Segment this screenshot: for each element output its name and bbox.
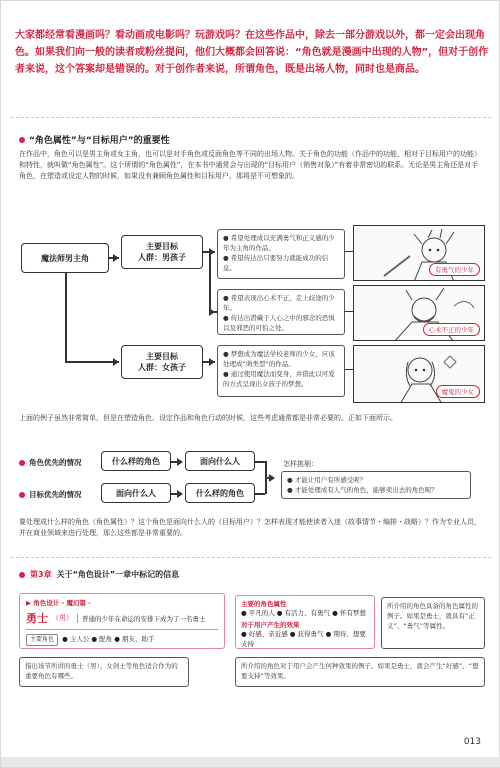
attribute-panel — [235, 595, 375, 649]
connector — [209, 251, 211, 311]
question-2: ● 才能处理成有人气的角色，能够卖出去的角色呢？ — [287, 486, 438, 494]
note-girls: ● 梦想成为魔法学校老师的少女，应该处理成“萌类型”的作品。 ● 通过使用魔法而变身，并借此以可爱的方式呈现出女孩子的梦想。 — [217, 345, 345, 397]
arrow-right-icon — [177, 490, 183, 498]
attr-row: ● 平凡的人 ● 有活力、有勇气 ● 怀有梦想 — [241, 609, 366, 617]
connector — [345, 251, 353, 252]
arrow-right-icon — [209, 308, 215, 316]
question-title: 怎样挑剔： — [283, 460, 318, 468]
bullet-icon — [19, 572, 25, 578]
card-name: 勇士 — [26, 612, 48, 625]
source-character-box: 魔法师男主角 — [21, 243, 109, 273]
tag-item: ● 朋友、助手 — [114, 635, 155, 643]
note-boys-villain: ● 希望表现出心术不正、走上歧途的少年。 ● 传达出潜藏于人心之中的邪念的恐惧以及邪恶的可怕之处。 — [217, 289, 345, 335]
connector — [65, 273, 67, 361]
note-boys-hero: ● 希望处理成以充满勇气和正义感的少年为主角的作品。 ● 希望传达出只要努力就能成功的信息。 — [217, 229, 345, 279]
caption-brave-boy: 有勇气的少年 — [429, 263, 480, 276]
flow-step-character: 什么样的角色 — [185, 483, 255, 503]
arrow-right-icon — [177, 458, 183, 466]
target-girls-box: 主要目标 人群：女孩子 — [121, 345, 203, 379]
effect-title: 对于用户产生的效果 — [241, 621, 300, 629]
character-card-sample — [19, 593, 225, 649]
connector — [255, 461, 265, 463]
flow-label-character-first: 角色优先的情况 — [19, 457, 82, 468]
questions-box — [281, 471, 471, 499]
divider — [11, 557, 491, 558]
closing-paragraph: 要处理成什么样的角色（角色属性）？这个角色是面向什么人的（目标用户）？怎样表现才能使读者入迷（故事情节・编排・战略）？作为专业人员，并在商业领域来进行处理，那么这些都是非常重要的。 — [19, 518, 481, 537]
illustration-brave-boy — [353, 225, 485, 281]
connector — [345, 311, 353, 312]
divider — [11, 117, 491, 118]
intro-text: 大家都经常看漫画吗？看动画或电影吗？玩游戏吗？在这些作品中，除去一部分游戏以外，都一定会出现角色。如果我们向一般的读者或粉丝提问，他们大概都会回答说：“角色就是漫画中出现的人物”，但对于创作者来说，这个答案却是错误的。对于创作者来说，所谓角色，既是出场人物，同时也是商品。 — [15, 30, 489, 75]
illustration-wicked-boy — [353, 285, 485, 341]
card-description: 普通的少年在命运的安排下成为了一名勇士 — [77, 614, 206, 623]
flow-step-audience: 面向什么人 — [101, 483, 171, 503]
tag-item: ● 主人公 — [62, 635, 90, 643]
effect-row: ● 好感、亲近感 ● 获得勇气 ● 期待、想要支持 — [241, 630, 366, 648]
question-1: ● 才能让用户有所感受呢？ — [287, 476, 367, 484]
footer-bar — [1, 757, 500, 767]
arrow-right-icon — [209, 358, 215, 366]
section-heading-attributes — [19, 133, 170, 146]
arrow-right-icon — [113, 358, 119, 366]
summary-paragraph: 上面的例子虽然非常简单，但是在塑造角色、设定作品和角色行动的时候，这些考虑通常都是非常必要的。正如下面所示。 — [19, 414, 397, 422]
page-number: 013 — [463, 737, 481, 747]
connector — [345, 369, 353, 370]
flow-step-audience: 面向什么人 — [185, 451, 255, 471]
arrow-right-icon — [269, 474, 275, 482]
flow-label-target-first: 目标优先的情况 — [19, 489, 82, 500]
attr-title: 主要的角色属性 — [241, 600, 287, 608]
card-tags — [26, 634, 218, 646]
tag-main-role: 主要角色 — [26, 634, 58, 646]
illustration-magic-girl — [353, 345, 485, 403]
tag-item: ● 配角 — [91, 635, 113, 643]
bullet-icon — [19, 460, 25, 466]
card-gender: （男） — [52, 614, 73, 622]
connector — [255, 493, 265, 495]
intro-paragraph — [15, 27, 491, 78]
caption-wicked-boy: 心术不正的少年 — [423, 323, 481, 336]
connector — [65, 361, 119, 363]
chapter-heading — [19, 569, 179, 580]
section-paragraph: 在作品中，角色可以是男主角或女主角，也可以是对手角色或反面角色等不同的出场人物。关于角色的功能（作品中的功能，相对于目标用户的功能）和特性，就叫做“角色属性”。这个所谓的“角色属性”，在本书中通常会与出现的“目标用户（销售对象）”有着非常密切的联系。无论是男主角还是对手角色，在塑造或设定人物的时候，如果没有兼顾角色属性和目标用户，那将是不可想象的。 — [19, 150, 481, 180]
chapter-badge: 第3章 — [30, 570, 52, 579]
section-title: “角色属性”与“目标用户”的重要性 — [29, 136, 170, 146]
callout-roles: 指出该节所讲的勇士（男）、女剑士等角色适合作为的重要角色有哪些。 — [19, 657, 189, 687]
card-name-row — [26, 610, 218, 630]
card-category: ▶ 角色设计 - 魔幻篇 - — [26, 599, 91, 607]
callout-attributes: 所介绍的角色具备的角色属性的例子。如果是勇士，就具有“正义”、“勇气”等属性。 — [381, 597, 485, 649]
callout-effects: 所介绍的角色对于用户会产生何种效果的例子。如果是勇士，就会产生“好感”、“想要支持”等效果。 — [235, 657, 485, 687]
flow-step-character: 什么样的角色 — [101, 451, 171, 471]
arrow-right-icon — [113, 254, 119, 262]
chapter-title: 关于“角色设计”一章中标记的信息 — [56, 570, 180, 579]
target-boys-box: 主要目标 人群：男孩子 — [121, 235, 203, 269]
caption-magic-girl: 魔鬼的少女 — [436, 385, 481, 398]
bullet-icon — [19, 492, 25, 498]
bullet-icon — [19, 137, 25, 143]
